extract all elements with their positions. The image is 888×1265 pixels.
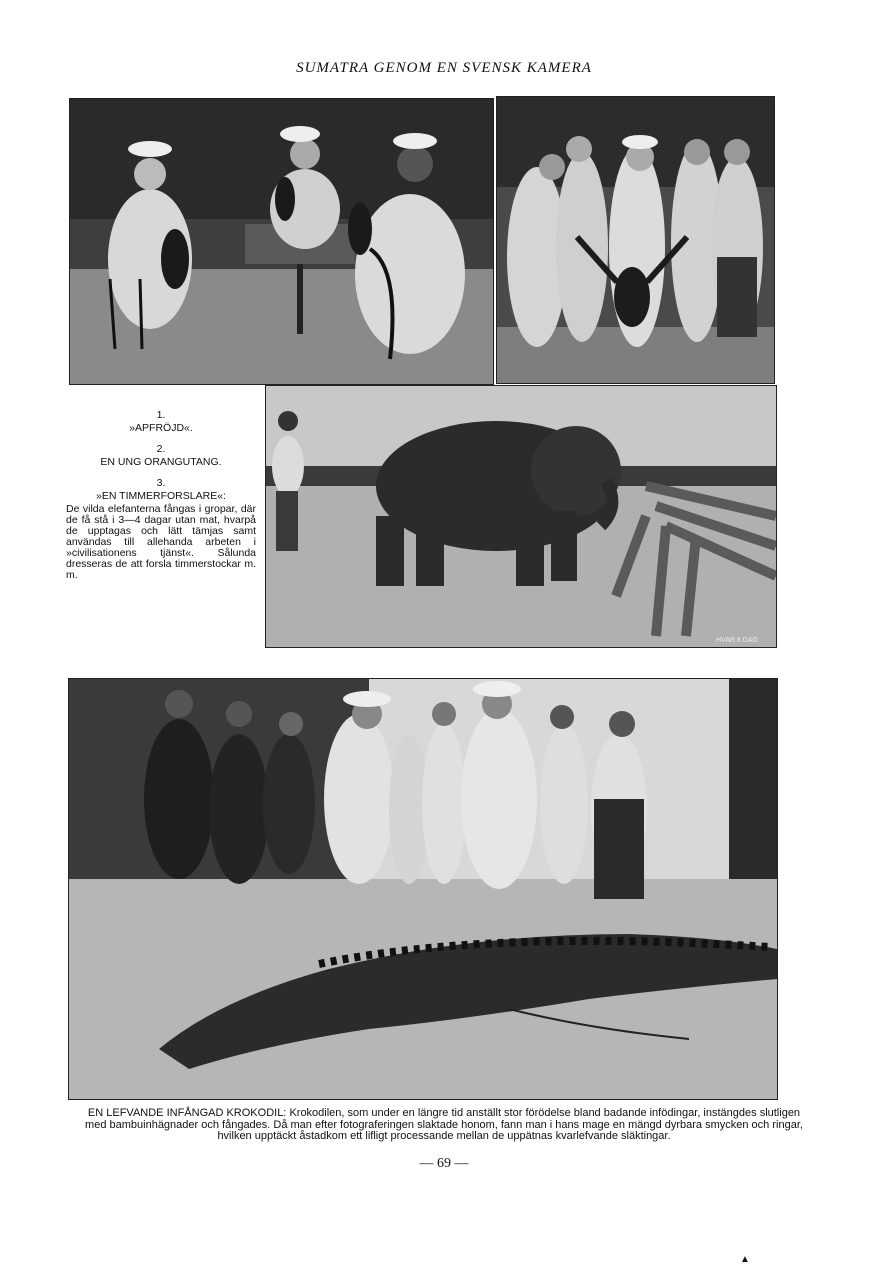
photo-krokodil [68, 678, 778, 1100]
page-number: — 69 — [419, 1156, 469, 1171]
photo-timmerforslare [265, 385, 777, 648]
caption-2-number: 2. [156, 443, 166, 455]
side-captions [66, 410, 256, 581]
page-header: SUMATRA GENOM EN SVENSK KAMERA [296, 60, 592, 76]
caption-2-title: EN UNG ORANGUTANG. [100, 456, 222, 468]
caption-3-body: De vilda elefanterna fångas i gropar, där de få stå i 3—4 dagar utan mat, hvarpå de upptagas och lätt tämjas samt användas till allehanda arbeten i »civilisationens tjänst«. Sålunda dresseras de att forsla timmerstockar m. m. [66, 503, 256, 581]
caption-3-title: »EN TIMMERFORSLARE«: [96, 490, 226, 502]
caption-1-title: »APFRÖJD«. [129, 422, 193, 434]
crocodile-caption-text: Krokodilen, som under en längre tid anställt stor förödelse bland badande infödingar, instängdes slutligen med bambuinhägnader och fångades. Då man efter fotograferingen slaktade honom, fann man i hans mage en mängd dyrbara smycken och ringar, hvilken upptäckt åstadkom ett lifligt processande mellan de uppätnas kvarlefvande släktingar. [85, 1107, 803, 1142]
crocodile-caption [80, 1108, 808, 1143]
caption-3-number: 3. [156, 477, 166, 489]
page-mark: ▲ [740, 1254, 750, 1265]
photo-credit: HVAR 8 DAG [716, 637, 758, 644]
photo-orangutang [496, 96, 775, 384]
photo-apfrojd [69, 98, 494, 385]
crocodile-caption-lead: EN LEFVANDE INFÅNGAD KROKODIL: [87, 1107, 287, 1119]
caption-1-number: 1. [156, 409, 166, 421]
